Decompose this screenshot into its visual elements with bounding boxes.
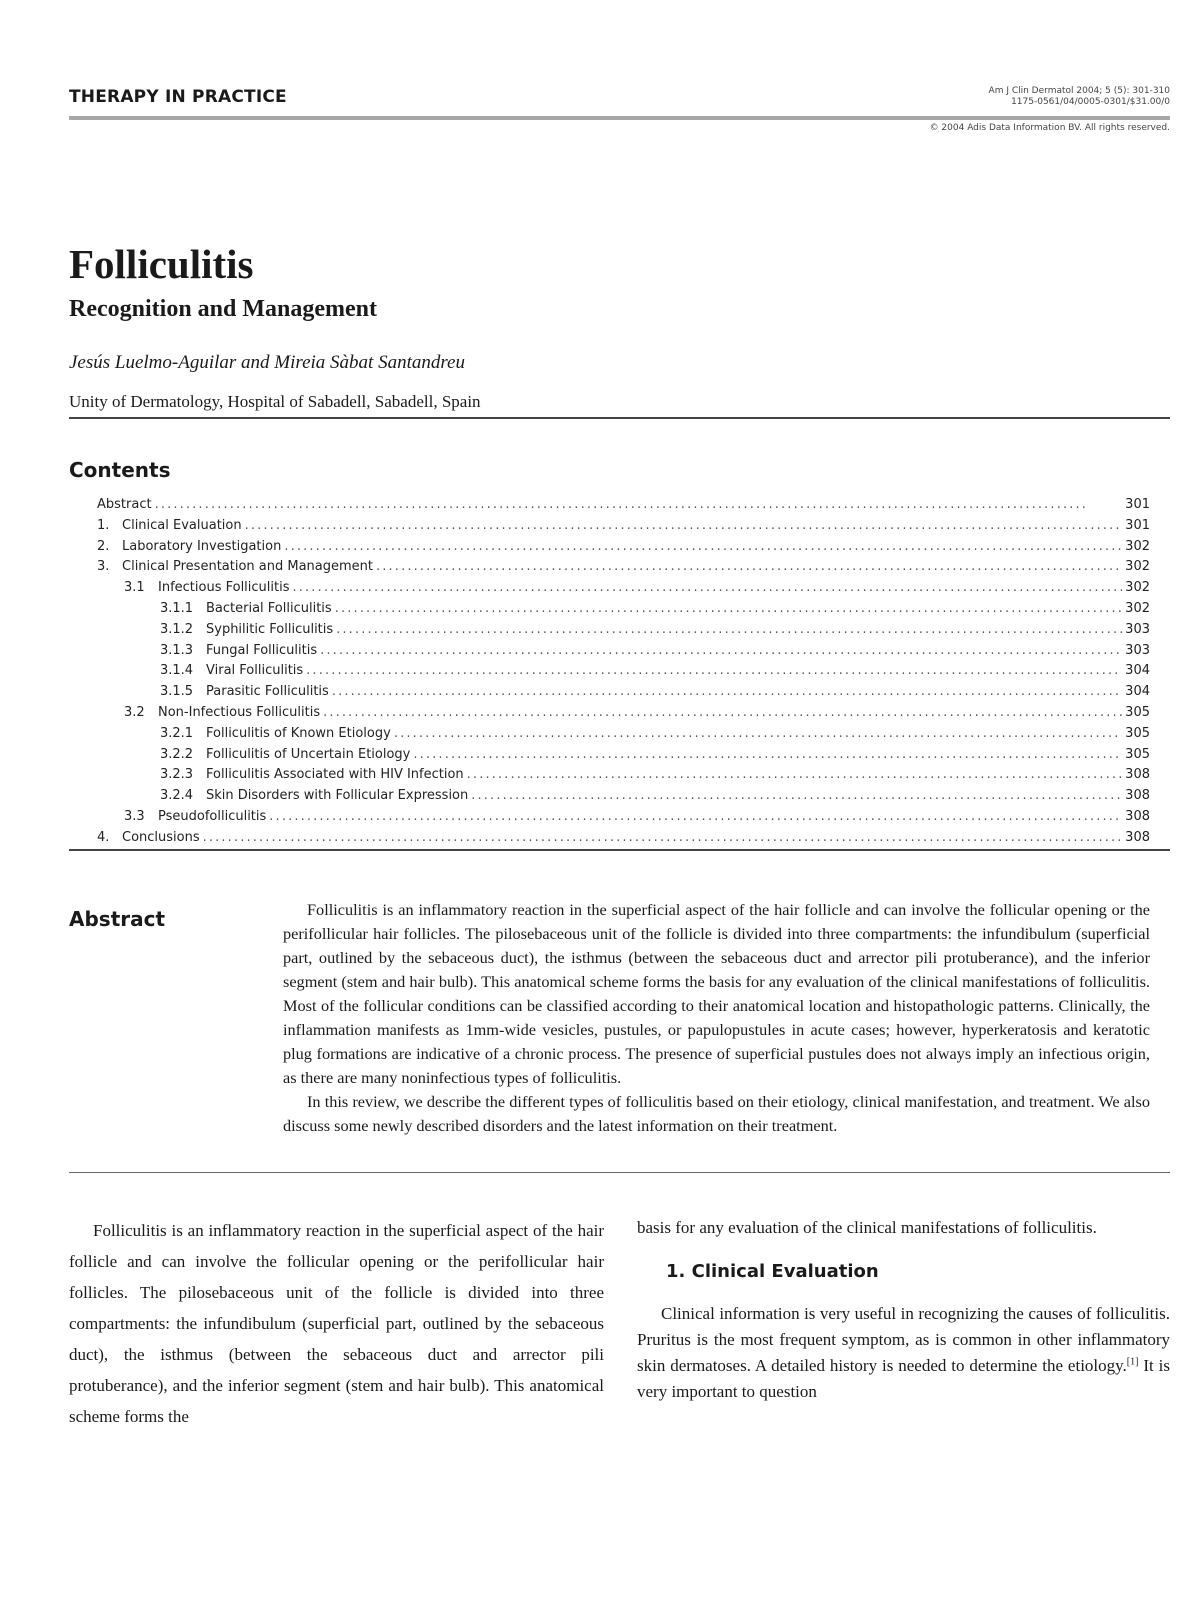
toc-entry[interactable]	[97, 705, 1150, 726]
abstract-paragraph: Folliculitis is an inflammatory reaction in the superficial aspect of the hair follicle and can involve the follicular opening or the perifollicular hair follicles. The pilosebaceous unit of the follicle is divided into three compartments: the infundibulum (superficial part, outlined by the sebaceous duct), the isthmus (between the sebaceous duct and arrector pili protuberance), and the inferior segment (stem and hair bulb). This anatomical scheme forms the basis for any evaluation of the clinical manifestations of folliculitis. Most of the follicular conditions can be classified according to their anatomical location and histopathologic patterns. Clinically, the inflammation manifests as 1mm-wide vesicles, pustules, or papulopustules in acute cases; however, hyperkeratosis and keratotic plug formations are indicative of a chronic process. The presence of superficial pustules does not always imply an infectious origin, as there are many noninfectious types of folliculitis.	[283, 900, 1150, 1087]
toc-entry-label: Clinical Presentation and Management	[122, 559, 374, 575]
toc-entry-page: 303	[1125, 621, 1150, 637]
reference-link[interactable]: [1]	[1126, 1356, 1139, 1368]
toc-entry-label: Laboratory Investigation	[122, 538, 282, 554]
toc-entry-label: Parasitic Folliculitis	[206, 684, 329, 700]
toc-entry-number: 3.1.1	[160, 600, 194, 616]
toc-entry-number: 3.2.1	[160, 725, 194, 741]
journal-info	[870, 86, 1170, 108]
body-text: It is very important to question	[637, 1356, 1170, 1401]
abstract-text	[283, 898, 1150, 1138]
toc-entry[interactable]	[97, 539, 1150, 560]
toc-entry[interactable]	[97, 643, 1150, 664]
toc-entry-page: 304	[1125, 684, 1150, 700]
toc-entry[interactable]	[97, 580, 1150, 601]
toc-entry[interactable]	[97, 663, 1150, 684]
journal-citation: Am J Clin Dermatol 2004; 5 (5): 301-310	[988, 86, 1170, 96]
toc-entry[interactable]	[97, 830, 1150, 851]
article-subtitle: Recognition and Management	[69, 296, 377, 322]
article-authors: Jesús Luelmo-Aguilar and Mireia Sàbat Santandreu	[69, 352, 465, 373]
article-title: Folliculitis	[69, 241, 254, 287]
toc-entry-page: 308	[1125, 788, 1150, 804]
toc-leader-dots	[471, 788, 1122, 803]
section-label: THERAPY IN PRACTICE	[69, 87, 287, 107]
toc-entry-page: 308	[1125, 808, 1150, 824]
toc-entry-number: 3.1.2	[160, 621, 194, 637]
toc-entry-number: 3.1.3	[160, 642, 194, 658]
toc-entry[interactable]	[97, 747, 1150, 768]
divider	[69, 417, 1170, 419]
abstract-heading: Abstract	[69, 907, 166, 931]
toc-entry-number: 3.2.4	[160, 788, 194, 804]
toc-entry-page: 302	[1125, 538, 1150, 554]
toc-entry-page: 305	[1125, 725, 1150, 741]
toc-entry-label: Folliculitis of Known Etiology	[206, 725, 391, 741]
body-paragraph	[637, 1301, 1170, 1405]
toc-entry-page: 301	[1125, 497, 1150, 512]
toc-leader-dots	[155, 497, 1123, 512]
toc-leader-dots	[293, 580, 1123, 595]
divider	[69, 849, 1170, 851]
toc-leader-dots	[376, 559, 1122, 574]
toc-entry-page: 305	[1125, 704, 1150, 720]
contents-heading: Contents	[69, 458, 171, 482]
toc-entry-number: 3.3	[124, 808, 145, 824]
toc-entry-page: 302	[1125, 580, 1150, 596]
toc-entry-number: 1.	[97, 517, 110, 533]
toc-leader-dots	[284, 539, 1122, 554]
body-column-left	[69, 1215, 604, 1432]
toc-entry-label: Folliculitis of Uncertain Etiology	[206, 746, 411, 762]
toc-entry-number: 3.2	[124, 704, 145, 720]
table-of-contents	[97, 497, 1150, 851]
toc-entry[interactable]	[97, 788, 1150, 809]
header-rule	[69, 116, 1170, 120]
toc-leader-dots	[306, 663, 1122, 678]
toc-entry-label: Infectious Folliculitis	[158, 580, 290, 596]
toc-entry[interactable]	[97, 497, 1150, 518]
section-heading-clinical-evaluation: 1. Clinical Evaluation	[666, 1261, 879, 1282]
toc-entry-label: Conclusions	[122, 829, 200, 845]
toc-entry-number: 3.1.5	[160, 684, 194, 700]
toc-entry-number: 3.1	[124, 580, 145, 596]
toc-leader-dots	[335, 601, 1122, 616]
toc-leader-dots	[413, 747, 1122, 762]
toc-leader-dots	[467, 767, 1123, 782]
toc-leader-dots	[269, 809, 1122, 824]
body-column-right	[637, 1215, 1170, 1405]
toc-entry[interactable]	[97, 622, 1150, 643]
toc-entry-page: 305	[1125, 746, 1150, 762]
toc-entry-page: 304	[1125, 663, 1150, 679]
toc-entry-number: 3.2.2	[160, 746, 194, 762]
article-affiliation: Unity of Dermatology, Hospital of Sabadell, Sabadell, Spain	[69, 392, 481, 411]
body-paragraph: basis for any evaluation of the clinical manifestations of folliculitis.	[637, 1218, 1097, 1237]
toc-entry[interactable]	[97, 809, 1150, 830]
toc-entry-number: 3.1.4	[160, 663, 194, 679]
toc-entry[interactable]	[97, 559, 1150, 580]
toc-entry-page: 302	[1125, 600, 1150, 616]
toc-entry-label: Bacterial Folliculitis	[206, 600, 332, 616]
toc-entry-label: Syphilitic Folliculitis	[206, 621, 334, 637]
toc-entry-number: 3.	[97, 559, 110, 575]
toc-entry-label: Folliculitis Associated with HIV Infection	[206, 767, 464, 783]
abstract-paragraph: In this review, we describe the different types of folliculitis based on their etiology, clinical manifestation, and treatment. We also discuss some newly described disorders and the latest information on their treatment.	[283, 1092, 1150, 1135]
toc-entry-label: Abstract	[97, 497, 152, 512]
toc-entry-number: 2.	[97, 538, 110, 554]
toc-entry-page: 301	[1125, 517, 1150, 533]
body-text: Clinical information is very useful in recognizing the causes of folliculitis. Pruritus is the most frequent symptom, as is common in other inflammatory skin dermatoses. A detailed history is needed to determine the etiology.	[637, 1304, 1170, 1375]
toc-entry-label: Non-Infectious Folliculitis	[158, 704, 321, 720]
toc-entry-page: 308	[1125, 829, 1150, 845]
toc-entry-page: 303	[1125, 642, 1150, 658]
toc-entry[interactable]	[97, 684, 1150, 705]
toc-leader-dots	[245, 518, 1123, 533]
toc-leader-dots	[332, 684, 1122, 699]
divider	[69, 1172, 1170, 1173]
toc-entry[interactable]	[97, 726, 1150, 747]
toc-entry-label: Skin Disorders with Follicular Expression	[206, 788, 469, 804]
toc-entry-label: Fungal Folliculitis	[206, 642, 318, 658]
toc-entry-label: Pseudofolliculitis	[158, 808, 267, 824]
toc-entry-label: Viral Folliculitis	[206, 663, 304, 679]
toc-entry-number: 3.2.3	[160, 767, 194, 783]
toc-entry-page: 308	[1125, 767, 1150, 783]
toc-entry-page: 302	[1125, 559, 1150, 575]
copyright-notice: © 2004 Adis Data Information BV. All rights reserved.	[929, 123, 1170, 133]
toc-leader-dots	[323, 705, 1122, 720]
journal-issn: 1175-0561/04/0005-0301/$31.00/0	[1011, 97, 1170, 107]
body-paragraph: Folliculitis is an inflammatory reaction in the superficial aspect of the hair follicle and can involve the follicular opening or the perifollicular hair follicles. The pilosebaceous unit of the follicle is divided into three compartments: the infundibulum (superficial part, outlined by the sebaceous duct), the isthmus (between the sebaceous duct and arrector pili protuberance), and the inferior segment (stem and hair bulb). This anatomical scheme forms the	[69, 1221, 604, 1426]
toc-entry[interactable]	[97, 518, 1150, 539]
toc-leader-dots	[203, 830, 1123, 845]
toc-entry[interactable]	[97, 767, 1150, 788]
toc-entry-label: Clinical Evaluation	[122, 517, 242, 533]
toc-entry[interactable]	[97, 601, 1150, 622]
toc-leader-dots	[394, 726, 1122, 741]
toc-leader-dots	[320, 643, 1122, 658]
toc-entry-number: 4.	[97, 829, 110, 845]
toc-leader-dots	[336, 622, 1122, 637]
